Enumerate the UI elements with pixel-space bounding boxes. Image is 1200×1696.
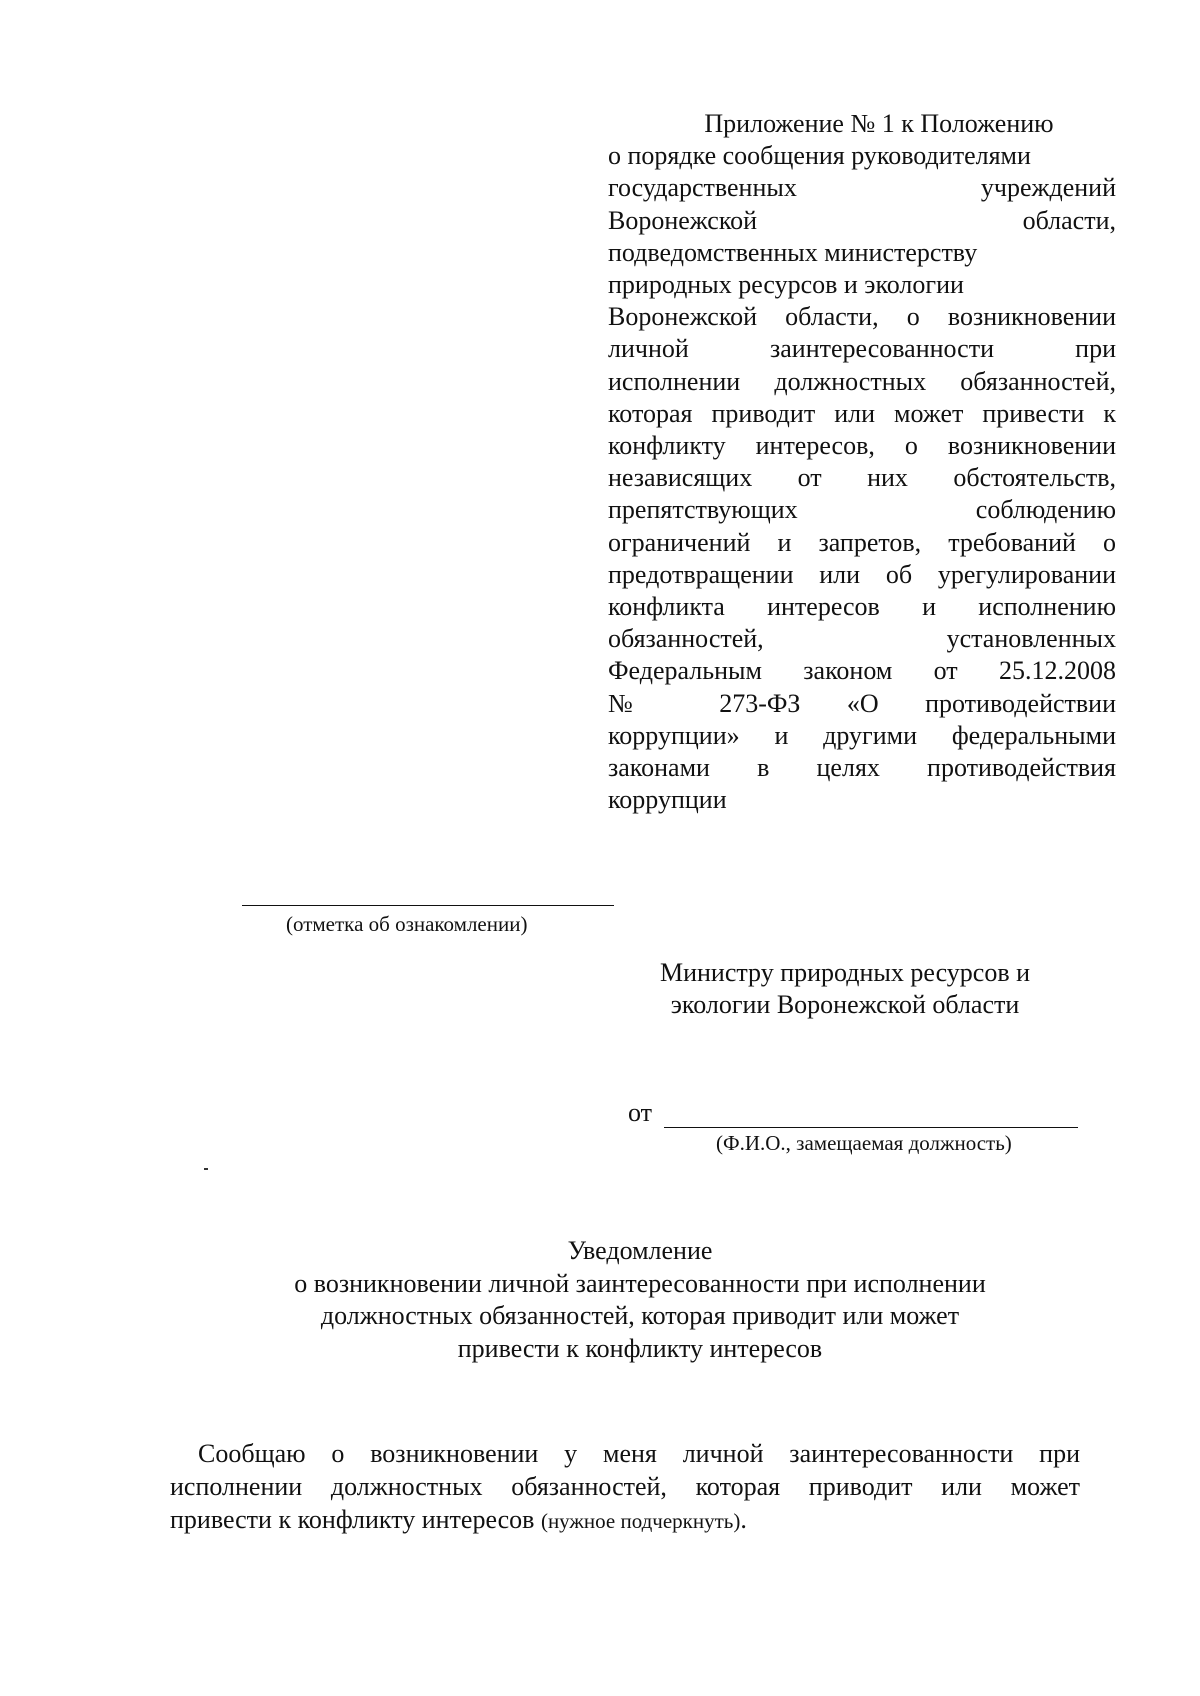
appendix-line: предотвращении или об урегулировании bbox=[608, 559, 1116, 589]
from-caption: (Ф.И.О., замещаемая должность) bbox=[716, 1131, 1012, 1155]
appendix-line: личной заинтересованности при bbox=[608, 334, 1116, 364]
body-line: Сообщаю о возникновении у меня личной заинтересованности при bbox=[198, 1439, 1080, 1468]
body-line-end: . bbox=[740, 1505, 747, 1534]
body-line: исполнении должностных обязанностей, которая приводит или может bbox=[170, 1472, 1080, 1501]
appendix-line: подведомственных министерству bbox=[608, 237, 978, 267]
addressee-block bbox=[600, 957, 1090, 1021]
appendix-header bbox=[608, 108, 1116, 816]
appendix-line: Федеральным законом от 25.12.2008 bbox=[608, 656, 1116, 686]
appendix-line: о порядке сообщения руководителями bbox=[608, 141, 1031, 171]
notice-subtitle-line: о возникновении личной заинтересованности при исполнении bbox=[294, 1268, 986, 1298]
appendix-line: государственных учреждений bbox=[608, 173, 1116, 203]
appendix-line: законами в целях противодействия bbox=[608, 753, 1116, 783]
acknowledgment-signature-line[interactable] bbox=[242, 905, 614, 906]
addressee-line: Министру природных ресурсов и bbox=[659, 958, 1031, 987]
appendix-line: конфликту интересов, о возникновении bbox=[608, 431, 1116, 461]
appendix-line: независящих от них обстоятельств, bbox=[608, 463, 1116, 493]
scan-speck bbox=[204, 1168, 208, 1170]
from-label: от bbox=[628, 1098, 653, 1127]
appendix-line: Воронежской области, о возникновении bbox=[608, 302, 1116, 332]
appendix-line: коррупции bbox=[608, 785, 727, 815]
body-line-text: привести к конфликту интересов bbox=[170, 1505, 535, 1534]
from-name-field[interactable] bbox=[664, 1127, 1078, 1128]
notice-subtitle-line: должностных обязанностей, которая приводит или может bbox=[320, 1301, 960, 1330]
body-note: (нужное подчеркнуть) bbox=[540, 1509, 741, 1533]
appendix-line: исполнении должностных обязанностей, bbox=[608, 366, 1116, 396]
appendix-line: Воронежской области, bbox=[608, 205, 1116, 235]
appendix-line: которая приводит или может привести к bbox=[608, 398, 1116, 428]
notice-subtitle-line: привести к конфликту интересов bbox=[457, 1333, 823, 1363]
appendix-line: обязанностей, установленных bbox=[608, 624, 1116, 654]
appendix-line: конфликта интересов и исполнению bbox=[608, 592, 1116, 622]
notice-heading bbox=[200, 1235, 1080, 1365]
appendix-title: Приложение № 1 к Положению bbox=[704, 109, 1054, 138]
body-last-line bbox=[170, 1503, 1080, 1538]
appendix-line: природных ресурсов и экологии bbox=[608, 270, 964, 300]
addressee-line: экологии Воронежской области bbox=[670, 990, 1020, 1019]
notice-body bbox=[170, 1437, 1080, 1538]
notice-title: Уведомление bbox=[567, 1236, 713, 1265]
acknowledgment-caption: (отметка об ознакомлении) bbox=[286, 912, 528, 936]
appendix-line: препятствующих соблюдению bbox=[608, 495, 1116, 525]
appendix-line: ограничений и запретов, требований о bbox=[608, 527, 1116, 557]
appendix-line: коррупции» и другими федеральными bbox=[608, 720, 1116, 750]
appendix-line: № 273-ФЗ «О противодействии bbox=[608, 688, 1116, 718]
